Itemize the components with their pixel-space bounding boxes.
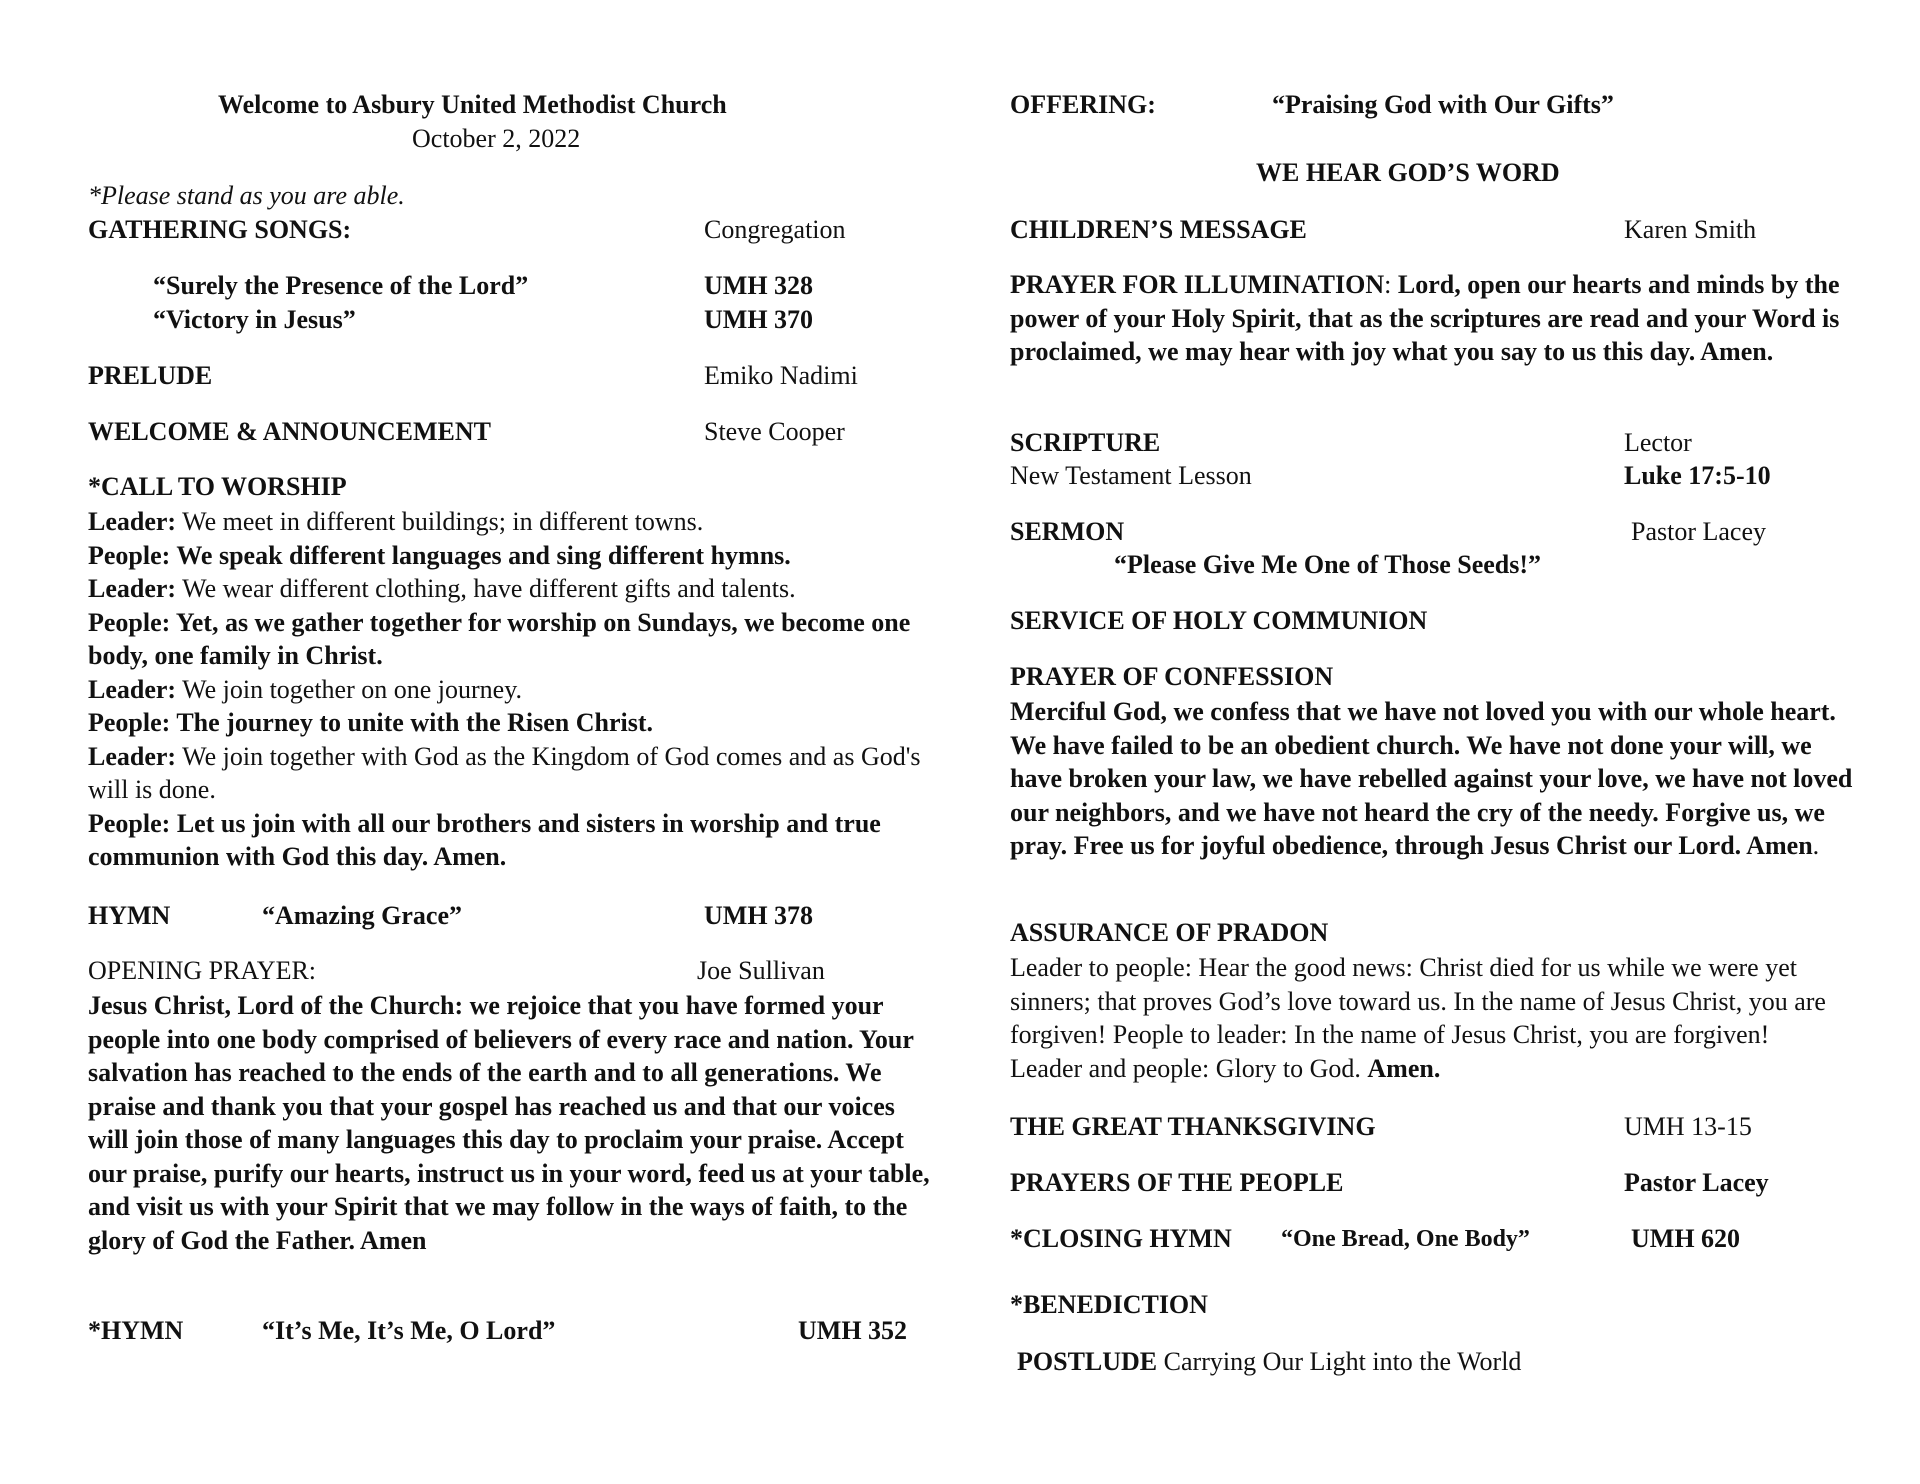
call-to-worship-heading: *CALL TO WORSHIP [88,472,347,501]
opening-prayer-leader: Joe Sullivan [697,956,825,985]
closing-hymn-title: “One Bread, One Body” [1281,1226,1530,1252]
litany-line: Leader: We wear different clothing, have different gifts and talents. [88,574,796,603]
childrens-message-heading: CHILDREN’S MESSAGE [1010,215,1307,244]
stand-note: *Please stand as you are able. [88,181,405,210]
song-title: “Surely the Presence of the Lord” [153,271,529,300]
closing-hymn-number: UMH 620 [1631,1224,1741,1253]
hymn-heading: *HYMN [88,1316,184,1345]
closing-hymn-heading: *CLOSING HYMN [1010,1224,1232,1253]
song-title: “Victory in Jesus” [153,305,356,334]
song-number: UMH 370 [704,305,814,334]
communion-heading: SERVICE OF HOLY COMMUNION [1010,606,1428,635]
opening-prayer-text: Jesus Christ, Lord of the Church: we rejoice that you have formed your people into one body comprised of believers of every race and nation. Your salvation has reached to the ends of the earth and to all generations. We praise and thank you that your gospel has reached us and that our voices will join those of many languages this day to proclaim your praise. Accept our praise, purify our hearts, instruct us in your word, feed us at your table, and visit us with your Spirit that we may follow in the ways of faith, to the glory of God the Father. Amen [88,991,930,1255]
postlude-line: POSTLUDE Carrying Our Light into the World [1017,1347,1522,1376]
thanksgiving-heading: THE GREAT THANKSGIVING [1010,1112,1376,1141]
gathering-heading: GATHERING SONGS: [88,215,352,244]
sermon-heading: SERMON [1010,517,1125,546]
thanksgiving-number: UMH 13-15 [1624,1112,1752,1141]
welcome-title: Welcome to Asbury United Methodist Church [218,90,727,119]
childrens-message-leader: Karen Smith [1624,215,1757,244]
offering-heading: OFFERING: [1010,90,1156,119]
confession-text: Merciful God, we confess that we have not loved you with our whole heart. We have failed to be an obedient church. We have not done your will, we have broken your law, we have rebelled against your love, we have not loved our neighbors, and we have not heard the cry of the needy. Forgive us, we pray. Free us for joyful obedience, through Jesus Christ our Lord. Amen. [1010,697,1853,860]
welcome-announcement-leader: Steve Cooper [704,417,845,446]
offering-title: “Praising God with Our Gifts” [1272,90,1614,119]
illumination-prayer: PRAYER FOR ILLUMINATION: Lord, open our hearts and minds by the power of your Holy Spirit, that as the scriptures are read and your Word is proclaimed, we may hear with joy what you say to us this day. Amen. [1010,270,1840,366]
hear-word-heading: WE HEAR GOD’S WORD [1256,158,1560,187]
benediction-heading: *BENEDICTION [1010,1290,1208,1319]
sermon-title: “Please Give Me One of Those Seeds!” [1114,550,1542,579]
welcome-announcement-heading: WELCOME & ANNOUNCEMENT [88,417,492,446]
litany-line: People: Yet, as we gather together for worship on Sundays, we become one body, one family in Christ. [88,607,911,670]
prayers-people-heading: PRAYERS OF THE PEOPLE [1010,1168,1344,1197]
assurance-heading: ASSURANCE OF PRADON [1010,918,1329,947]
confession-heading: PRAYER OF CONFESSION [1010,662,1334,691]
litany-line: People: We speak different languages and sing different hymns. [88,540,791,570]
song-number: UMH 328 [704,271,814,300]
scripture-heading: SCRIPTURE [1010,428,1161,457]
gathering-leader: Congregation [704,215,846,244]
opening-prayer-heading: OPENING PRAYER: [88,956,317,985]
litany-line: Leader: We meet in different buildings; in different towns. [88,507,704,536]
scripture-reference: Luke 17:5-10 [1624,461,1771,490]
sermon-leader: Pastor Lacey [1631,517,1767,546]
scripture-leader: Lector [1624,428,1692,457]
assurance-text: Leader to people: Hear the good news: Christ died for us while we were yet sinners; that proves God’s love toward us. In the name of Jesus Christ, you are forgiven! People to leader: In the name of Jesus Christ, you are forgiven! Leader and people: Glory to God. Amen. [1010,953,1826,1083]
hymn-number: UMH 378 [704,901,814,930]
litany-line: People: Let us join with all our brothers and sisters in worship and true communion with God this day. Amen. [88,808,881,871]
litany-line: People: The journey to unite with the Risen Christ. [88,708,654,737]
litany-line: Leader: We join together on one journey. [88,674,523,704]
scripture-lesson: New Testament Lesson [1010,461,1252,490]
hymn-title: “It’s Me, It’s Me, O Lord” [262,1316,556,1345]
prelude-heading: PRELUDE [88,361,213,390]
hymn-heading: HYMN [88,901,171,930]
call-to-worship-litany [88,505,938,874]
hymn-number: UMH 352 [798,1316,908,1345]
prelude-leader: Emiko Nadimi [704,361,858,390]
hymn-title: “Amazing Grace” [262,901,463,930]
prayers-people-leader: Pastor Lacey [1624,1168,1769,1197]
service-date: October 2, 2022 [412,124,581,153]
litany-line: Leader: We join together with God as the Kingdom of God comes and as God's will is done. [88,741,921,804]
